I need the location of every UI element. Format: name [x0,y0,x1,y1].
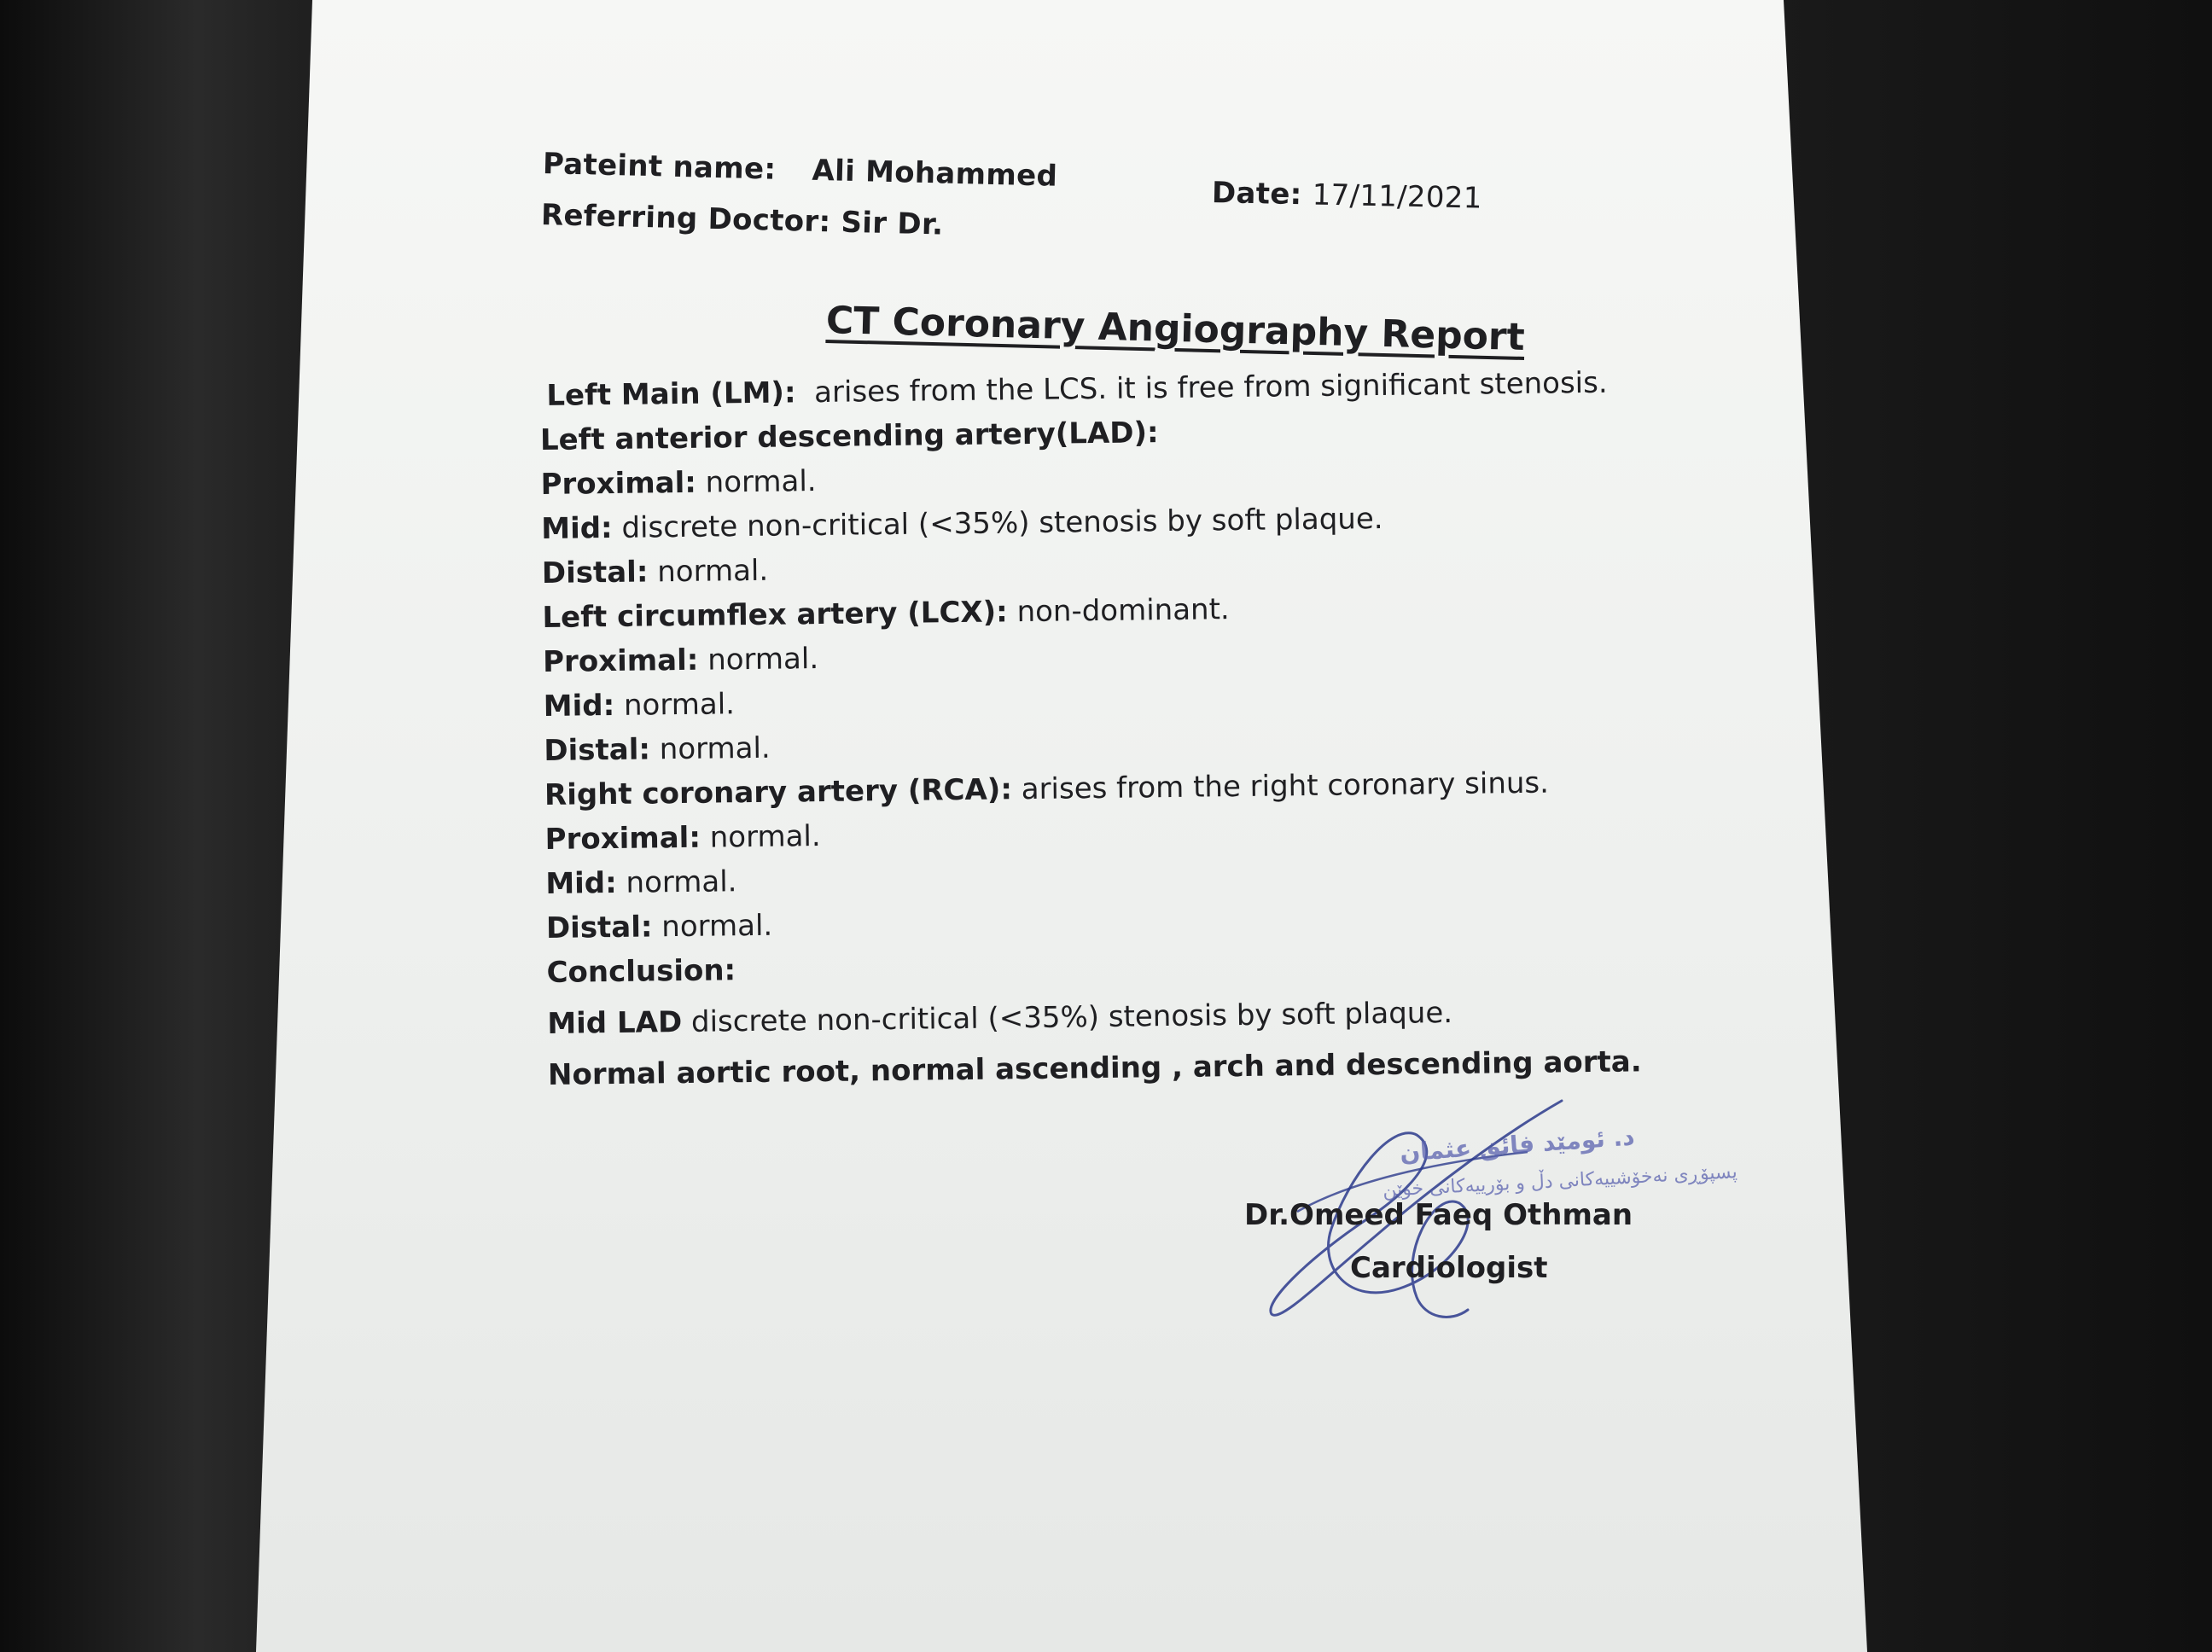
stamp-line-2: پسپۆڕی نەخۆشییەکانی دڵ و بۆرییەکانی خوێن [1382,1161,1738,1201]
finding-label: Left anterior descending artery(LAD): [539,416,1159,457]
conclusion-line-1-label: Mid LAD [547,1005,683,1041]
finding-text: normal. [649,730,771,767]
doctor-title: Cardiologist [1350,1251,1548,1285]
finding-text: normal. [648,553,769,590]
finding-label: Proximal: [542,643,699,679]
referring-doctor-label: Referring Doctor: [540,198,831,240]
report-date-line [1212,176,1482,216]
finding-label: Mid: [540,510,613,546]
finding-label: Distal: [545,910,653,945]
finding-label: Distal: [541,555,649,590]
referring-doctor-line [541,198,944,242]
conclusion-line-2-text: Normal aortic root, normal ascending , arch and descending aorta. [547,1044,1642,1092]
patient-name-label: Pateint name: [542,147,777,187]
finding-label: Distal: [544,732,651,768]
patient-name-value: Ali Mohammed [812,153,1058,194]
finding-label: Proximal: [544,820,701,857]
findings-section [539,360,1642,1097]
conclusion-line-1 [547,988,1641,1046]
finding-text: normal. [614,687,736,723]
finding-label: Mid: [545,865,617,901]
date-label: Date: [1211,176,1302,212]
finding-label: Proximal: [540,465,697,502]
finding-text: arises from the LCS. it is free from significant stenosis. [795,365,1608,410]
date-value: 17/11/2021 [1312,177,1483,216]
finding-text: arises from the right coronary sinus. [1011,765,1550,807]
finding-text: normal. [616,864,737,900]
report-title: CT Coronary Angiography Report [825,299,1526,359]
finding-label: Mid: [543,688,615,724]
conclusion-label: Conclusion: [546,953,736,990]
finding-text: normal. [652,908,773,945]
doctor-name: Dr.Omeed Faeq Othman [1244,1198,1633,1232]
finding-label: Right coronary artery (RCA): [544,772,1013,812]
finding-text: normal. [696,464,817,500]
finding-text: normal. [698,642,819,678]
conclusion-line-1-text: discrete non-critical (<35%) stenosis by soft plaque. [681,995,1453,1040]
stamp-line-1: د. ئومێد فائق عثمان [1399,1122,1636,1167]
referring-doctor-value: Sir Dr. [841,205,944,242]
finding-text: normal. [700,819,821,855]
patient-name-line [543,147,1058,194]
finding-label: Left Main (LM): [546,375,796,413]
finding-label: Left circumflex artery (LCX): [542,595,1008,635]
finding-text: non-dominant. [1007,592,1230,630]
finding-text: discrete non-critical (<35%) stenosis by soft plaque. [612,501,1383,545]
